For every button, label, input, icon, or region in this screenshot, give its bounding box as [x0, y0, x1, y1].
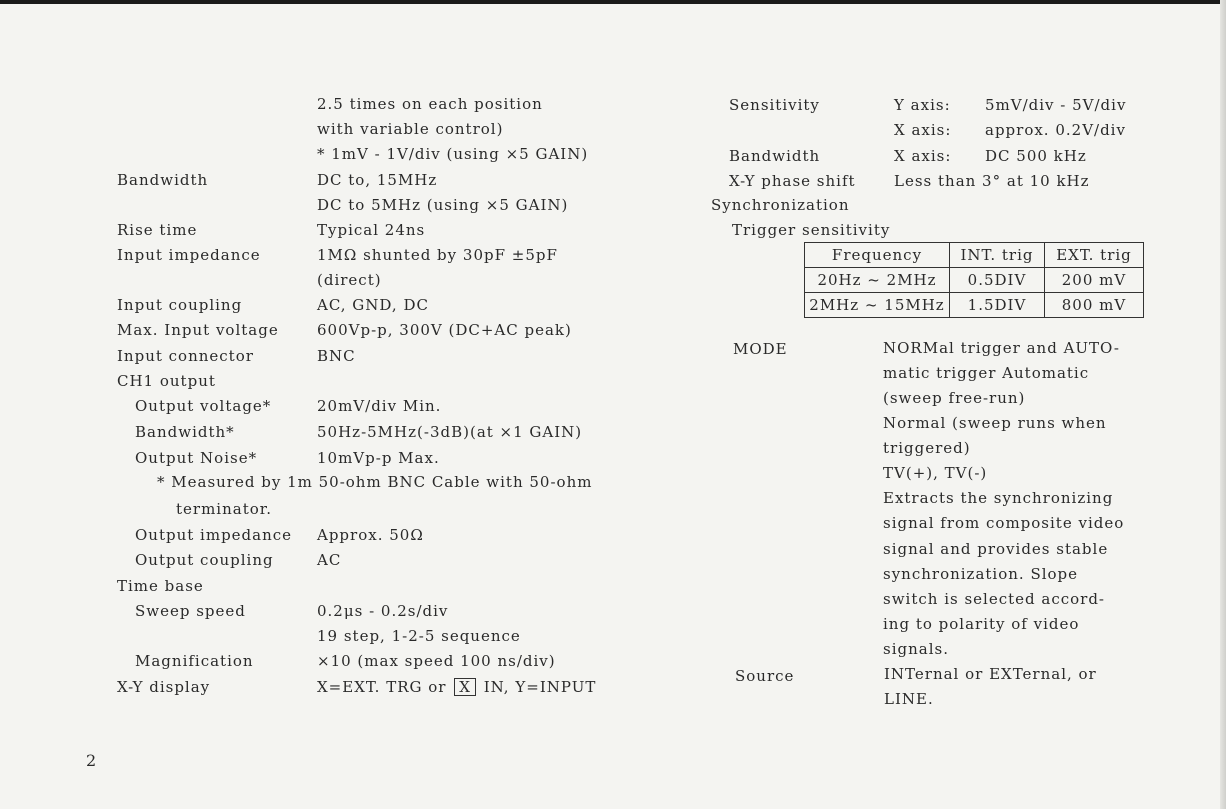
output-coupling-value: AC — [317, 551, 342, 569]
ch1-output-heading: CH1 output — [117, 372, 216, 390]
sweep-speed-value: 0.2μs - 0.2s/div — [317, 602, 449, 620]
measurement-note-line-1: * Measured by 1m 50-ohm BNC Cable with 50-ohm — [157, 473, 593, 491]
output-bandwidth-value: 50Hz-5MHz(-3dB)(at ×1 GAIN) — [317, 423, 583, 441]
input-impedance-value: 1MΩ shunted by 30pF ±5pF — [317, 246, 558, 264]
sensitivity-y-axis-value: 5mV/div - 5V/div — [985, 96, 1127, 114]
mode-line-1: NORMal trigger and AUTO- — [883, 339, 1120, 357]
table-cell-int-trig: 0.5DIV — [950, 268, 1045, 293]
table-cell-frequency: 20Hz ~ 2MHz — [805, 268, 950, 293]
page-right-edge — [1220, 0, 1226, 809]
xy-bandwidth-label: Bandwidth — [729, 147, 821, 165]
mode-line-6: TV(+), TV(-) — [883, 464, 988, 482]
mode-line-7: Extracts the synchronizing — [883, 489, 1114, 507]
output-noise-label: Output Noise* — [135, 449, 258, 467]
trigger-sensitivity-table — [804, 242, 1144, 318]
mode-line-8: signal from composite video — [883, 514, 1125, 532]
sensitivity-y-axis-label: Y axis: — [894, 96, 951, 114]
table-cell-int-trig: 1.5DIV — [950, 293, 1045, 318]
table-row — [805, 293, 1144, 318]
input-impedance-label: Input impedance — [117, 246, 261, 264]
page-top-edge — [0, 0, 1226, 4]
source-line-1: INTernal or EXTernal, or — [884, 665, 1097, 683]
xy-display-boxed-x: X — [454, 678, 476, 696]
magnification-value: ×10 (max speed 100 ns/div) — [317, 652, 556, 670]
bandwidth-value-2: DC to 5MHz (using ×5 GAIN) — [317, 196, 569, 214]
bandwidth-value: DC to, 15MHz — [317, 171, 438, 189]
measurement-note-line-2: terminator. — [176, 500, 273, 518]
output-voltage-label: Output voltage* — [135, 397, 272, 415]
source-label: Source — [735, 667, 795, 685]
output-impedance-label: Output impedance — [135, 526, 293, 544]
mode-label: MODE — [733, 340, 788, 358]
time-base-heading: Time base — [117, 577, 204, 595]
table-cell-ext-trig: 800 mV — [1045, 293, 1144, 318]
table-header-int-trig: INT. trig — [950, 243, 1045, 268]
rise-time-label: Rise time — [117, 221, 198, 239]
magnification-label: Magnification — [135, 652, 254, 670]
mode-line-9: signal and provides stable — [883, 540, 1109, 558]
sensitivity-x-axis-value: approx. 0.2V/div — [985, 121, 1126, 139]
table-row — [805, 268, 1144, 293]
sweep-speed-label: Sweep speed — [135, 602, 246, 620]
phase-shift-value: Less than 3° at 10 kHz — [894, 172, 1090, 190]
trigger-sensitivity-label: Trigger sensitivity — [732, 221, 891, 239]
output-coupling-label: Output coupling — [135, 551, 274, 569]
mode-line-3: (sweep free-run) — [883, 389, 1026, 407]
sweep-speed-value-2: 19 step, 1-2-5 sequence — [317, 627, 521, 645]
vertical-gain-line-1: 2.5 times on each position — [317, 95, 543, 113]
phase-shift-label: X-Y phase shift — [729, 172, 856, 190]
sensitivity-label: Sensitivity — [729, 96, 820, 114]
output-impedance-value: Approx. 50Ω — [317, 526, 424, 544]
input-coupling-label: Input coupling — [117, 296, 243, 314]
mode-line-4: Normal (sweep runs when — [883, 414, 1107, 432]
xy-display-post: IN, Y=INPUT — [483, 678, 597, 696]
table-cell-ext-trig: 200 mV — [1045, 268, 1144, 293]
max-input-voltage-value: 600Vp-p, 300V (DC+AC peak) — [317, 321, 572, 339]
table-header-frequency: Frequency — [805, 243, 950, 268]
sensitivity-x-axis-label: X axis: — [894, 121, 952, 139]
mode-line-12: ing to polarity of video — [883, 615, 1080, 633]
output-voltage-value: 20mV/div Min. — [317, 397, 442, 415]
mode-line-2: matic trigger Automatic — [883, 364, 1090, 382]
xy-bandwidth-x-axis-value: DC 500 kHz — [985, 147, 1087, 165]
vertical-gain-line-3: * 1mV - 1V/div (using ×5 GAIN) — [317, 145, 589, 163]
page-number: 2 — [86, 751, 97, 770]
max-input-voltage-label: Max. Input voltage — [117, 321, 279, 339]
xy-display-value — [317, 678, 596, 696]
input-impedance-value-2: (direct) — [317, 271, 382, 289]
table-header-row — [805, 243, 1144, 268]
input-connector-label: Input connector — [117, 347, 254, 365]
rise-time-value: Typical 24ns — [317, 221, 426, 239]
bandwidth-label: Bandwidth — [117, 171, 209, 189]
mode-line-10: synchronization. Slope — [883, 565, 1079, 583]
xy-display-label: X-Y display — [117, 678, 211, 696]
input-coupling-value: AC, GND, DC — [317, 296, 429, 314]
source-line-2: LINE. — [884, 690, 934, 708]
xy-display-pre: X=EXT. TRG or — [317, 678, 447, 696]
table-header-ext-trig: EXT. trig — [1045, 243, 1144, 268]
mode-line-5: triggered) — [883, 439, 971, 457]
xy-bandwidth-x-axis-label: X axis: — [894, 147, 952, 165]
output-bandwidth-label: Bandwidth* — [135, 423, 235, 441]
vertical-gain-line-2: with variable control) — [317, 120, 504, 138]
output-noise-value: 10mVp-p Max. — [317, 449, 440, 467]
mode-line-11: switch is selected accord- — [883, 590, 1105, 608]
synchronization-heading: Synchronization — [711, 196, 850, 214]
input-connector-value: BNC — [317, 347, 356, 365]
table-cell-frequency: 2MHz ~ 15MHz — [805, 293, 950, 318]
mode-line-13: signals. — [883, 640, 949, 658]
